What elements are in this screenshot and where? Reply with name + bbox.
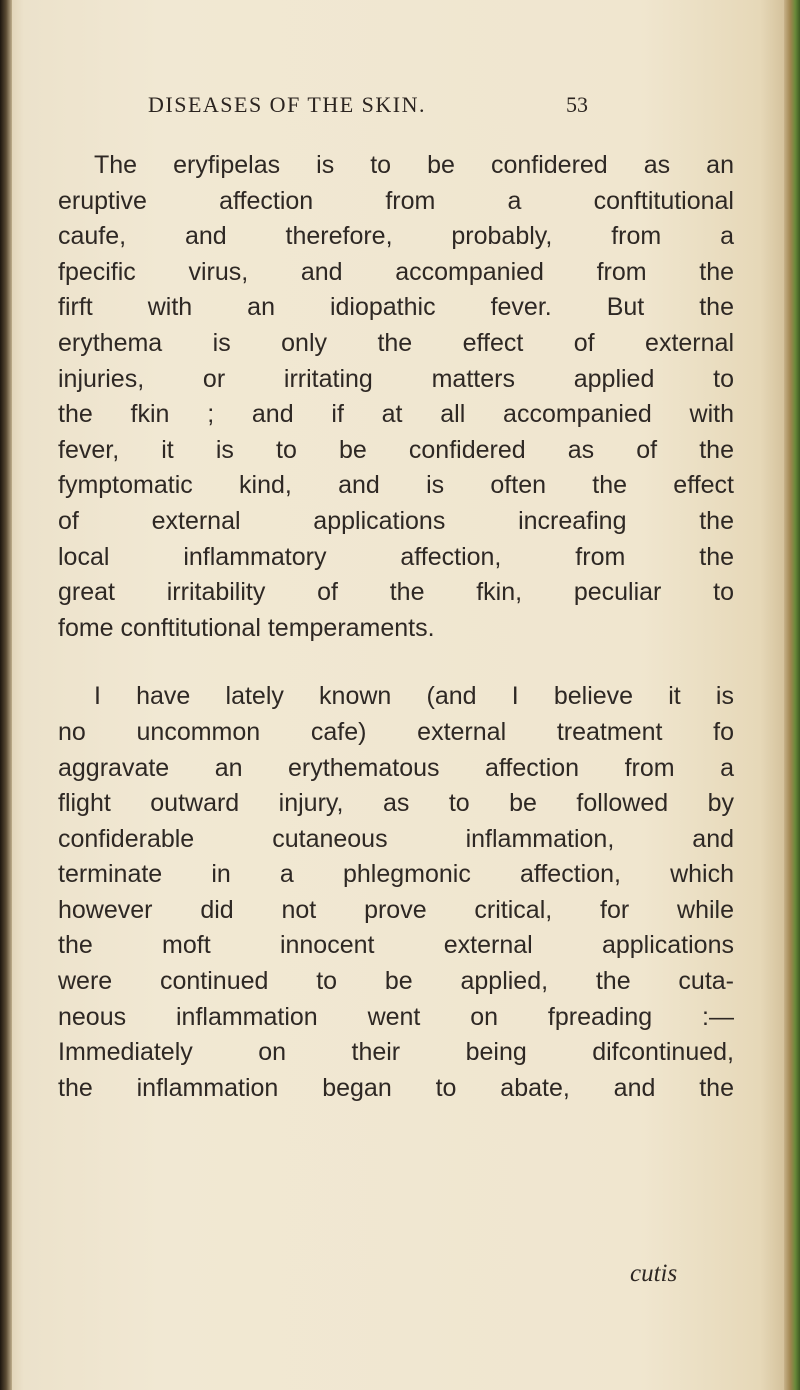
- text-line: The eryfipelas is to be confidered as an: [94, 151, 734, 179]
- text-line: caufe, and therefore, probably, from a: [58, 222, 734, 251]
- paragraph-1: [58, 148, 734, 646]
- page-header: [148, 92, 588, 132]
- text-line: the fkin ; and if at all accompanied with: [58, 400, 734, 429]
- text-line: were continued to be applied, the cuta-: [58, 967, 734, 996]
- text-line: neous inflammation went on fpreading :—: [58, 1002, 734, 1031]
- body-text: [58, 148, 734, 1106]
- text-line: flight outward injury, as to be followed by: [58, 789, 734, 818]
- catchword: cutis: [630, 1260, 678, 1287]
- text-line: fpecific virus, and accompanied from the: [58, 257, 734, 286]
- running-head: DISEASES OF THE SKIN.: [148, 92, 427, 117]
- text-line: however did not prove critical, for while: [58, 895, 734, 924]
- paragraph-2: [58, 679, 734, 1106]
- text-line: of external applications increafing the: [58, 506, 734, 535]
- text-line: fever, it is to be confidered as of the: [58, 435, 734, 464]
- text-line: I have lately known (and I believe it is: [94, 682, 734, 711]
- text-line: no uncommon cafe) external treatment fo: [58, 717, 734, 746]
- text-line: local inflammatory affection, from the: [58, 542, 734, 571]
- page-number: 53: [566, 92, 588, 117]
- text-line: the inflammation began to abate, and the: [58, 1073, 734, 1102]
- text-line: injuries, or irritating matters applied to: [58, 364, 734, 393]
- text-line: terminate in a phlegmonic affection, which: [58, 860, 734, 889]
- text-line: firft with an idiopathic fever. But the: [58, 293, 734, 322]
- text-line: erythema is only the effect of external: [58, 328, 734, 357]
- text-line: confiderable cutaneous inflammation, and: [58, 824, 734, 853]
- page-gutter-shadow: [0, 0, 12, 1390]
- text-line: aggravate an erythematous affection from a: [58, 753, 734, 782]
- text-line: the moft innocent external applications: [58, 931, 734, 960]
- text-line: fome conftitutional temperaments.: [58, 613, 435, 642]
- text-line: fymptomatic kind, and is often the effect: [58, 471, 734, 500]
- text-line: Immediately on their being difcontinued,: [58, 1038, 734, 1067]
- text-line: great irritability of the fkin, peculiar to: [58, 578, 734, 607]
- page-edge: [784, 0, 800, 1390]
- text-line: eruptive affection from a conftitutional: [58, 186, 734, 215]
